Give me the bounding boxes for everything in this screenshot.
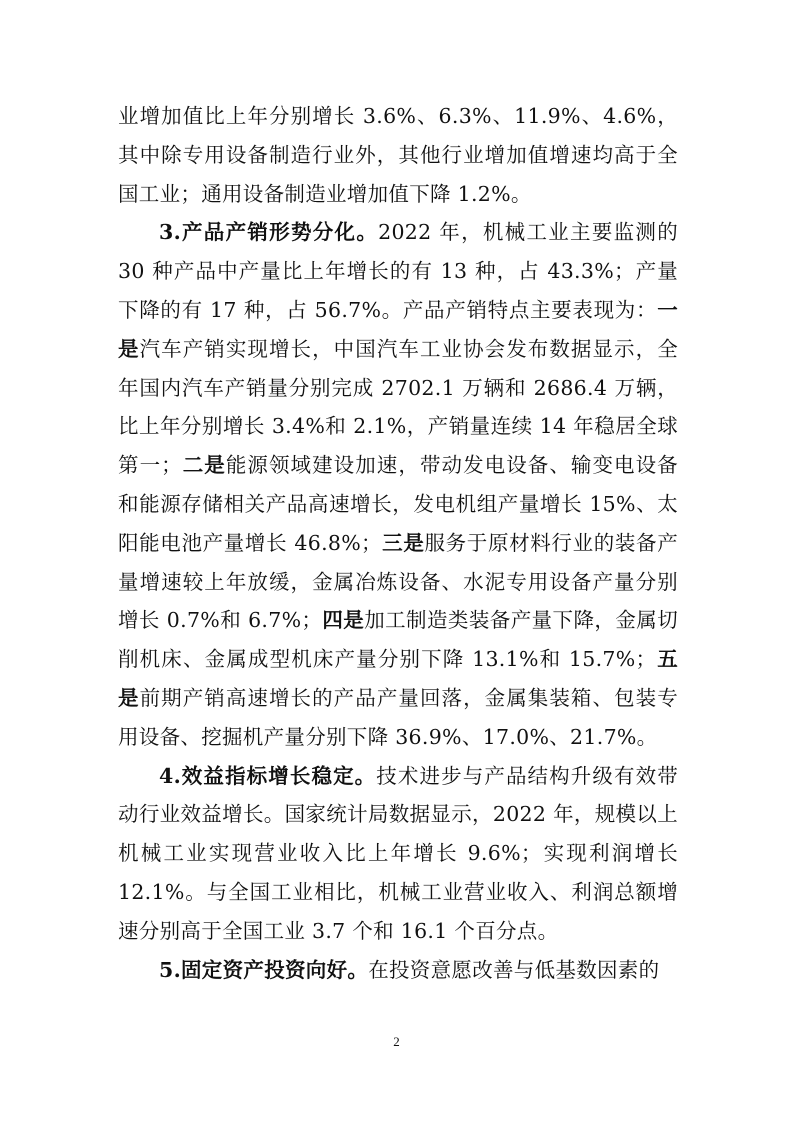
keyword-fifth: 五是 bbox=[118, 647, 678, 710]
paragraph-text: 技术进步与产品结构升级有效带动行业效益增长。国家统计局数据显示，2022 年，规模以上机械工业实现营业收入比上年增长 9.6%；实现利润增长 12.1%。与全国工业相比，机械工业营业收入、利润总额增速分别高于全国工业 3.7 个和 16.1 个百分点。 bbox=[118, 763, 679, 943]
paragraph-text: 在投资意愿改善与低基数因素的 bbox=[368, 957, 660, 982]
paragraph-text: 服务于原材料行业的装备产量增速较上年放缓，金属冶炼设备、水泥专用设备产量分别增长 0.7%和 6.7%； bbox=[118, 530, 678, 633]
paragraph-industry-growth bbox=[118, 97, 678, 213]
keyword-second: 二是 bbox=[181, 453, 226, 478]
paragraph-profit-indicators bbox=[118, 757, 678, 951]
paragraph-product-output bbox=[118, 213, 678, 756]
paragraph-text: 加工制造类装备产量下降，金属切削机床、金属成型机床产量分别下降 13.1%和 15.7%； bbox=[118, 608, 679, 672]
paragraph-text: 汽车产销实现增长，中国汽车工业协会发布数据显示，全年国内汽车产销量分别完成 2702.1 万辆和 2686.4 万辆，比上年分别增长 3.4%和 2.1%，产销量连续 14 年稳居全球第一； bbox=[118, 336, 678, 478]
section-heading-4: 4.效益指标增长稳定。 bbox=[159, 763, 377, 788]
body-text bbox=[118, 97, 678, 989]
paragraph-text: 业增加值比上年分别增长 3.6%、6.3%、11.9%、4.6%，其中除专用设备制造行业外，其他行业增加值增速均高于全国工业；通用设备制造业增加值下降 1.2%。 bbox=[118, 104, 678, 206]
keyword-first: 一是 bbox=[118, 297, 678, 361]
keyword-fourth: 四是 bbox=[322, 608, 365, 633]
paragraph-text: 2022 年，机械工业主要监测的 30 种产品中产量比上年增长的有 13 种，占 43.3%；产量下降的有 17 种，占 56.7%。产品产销特点主要表现为： bbox=[118, 220, 678, 322]
section-heading-3: 3.产品产销形势分化。 bbox=[159, 220, 379, 245]
paragraph-text: 前期产销高速增长的产品产量回落，金属集装箱、包装专用设备、挖掘机产量分别下降 36.9%、17.0%、21.7%。 bbox=[118, 685, 678, 749]
page-number: 2 bbox=[393, 1034, 400, 1049]
paragraph-fixed-investment bbox=[118, 951, 678, 990]
section-heading-5: 5.固定资产投资向好。 bbox=[159, 957, 369, 982]
paragraph-text: 能源领域建设加速，带动发电设备、输变电设备和能源存储相关产品高速增长，发电机组产量增长 15%、太阳能电池产量增长 46.8%； bbox=[118, 453, 678, 555]
keyword-third: 三是 bbox=[381, 530, 425, 555]
